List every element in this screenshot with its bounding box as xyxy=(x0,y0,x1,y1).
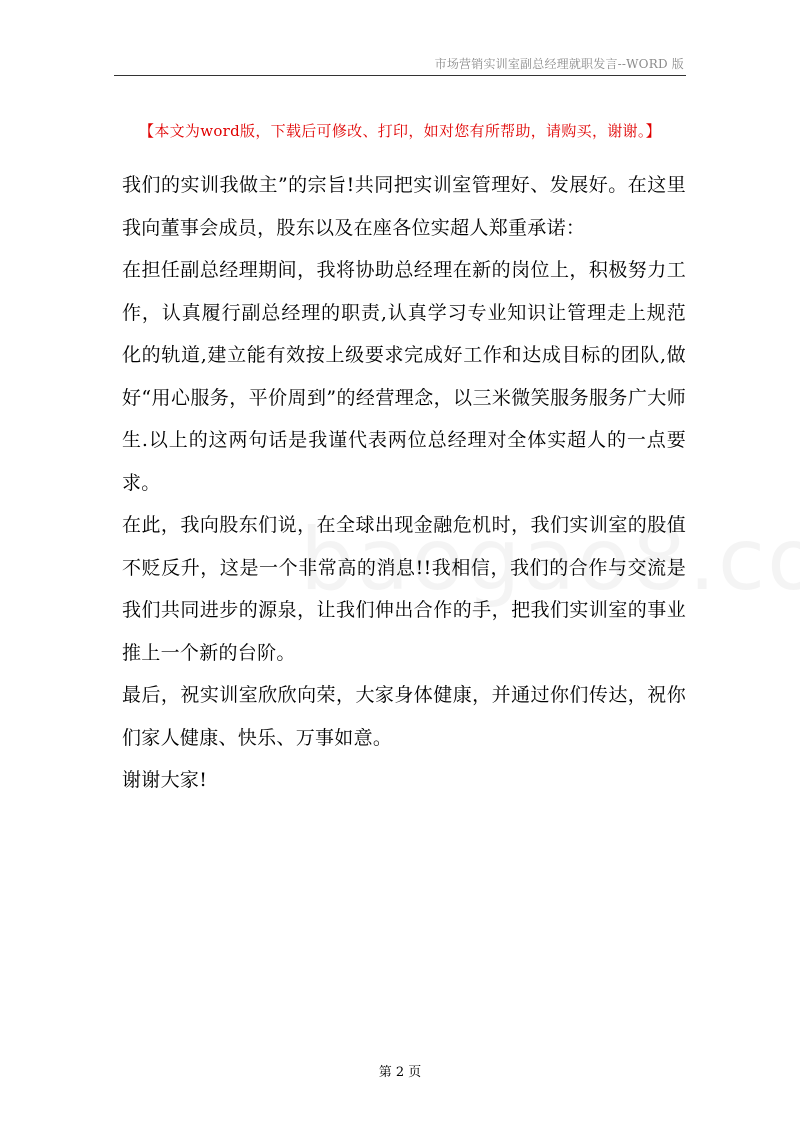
paragraph-5: 谢谢大家! xyxy=(122,769,208,791)
running-header: 市场营销实训室副总经理就职发言--WORD 版 xyxy=(434,57,684,71)
header-divider xyxy=(114,75,686,76)
purchase-notice: 【本文为word版，下载后可修改、打印，如对您有所帮助，请购买，谢谢。】 xyxy=(139,122,661,140)
document-body xyxy=(122,164,686,802)
paragraph-2: 在担任副总经理期间，我将协助总经理在新的岗位上，积极努力工作，认真履行副总经理的职责,认真学习专业知识让管理走上规范化的轨道,建立能有效按上级要求完成好工作和达成目标的团队,做好“用心服务，平价周到”的经营理念，以三米微笑服务服务广大师生.以上的这两句话是我谨代表两位总经理对全体实超人的一点要求。 xyxy=(122,259,686,494)
paragraph-3: 在此，我向股东们说，在全球出现金融危机时，我们实训室的股值不贬反升，这是一个非常高的消息!!我相信，我们的合作与交流是我们共同进步的源泉，让我们伸出合作的手，把我们实训室的事业推上一个新的台阶。 xyxy=(122,514,686,664)
paragraph-4: 最后，祝实训室欣欣向荣，大家身体健康，并通过你们传达，祝你们家人健康、快乐、万事如意。 xyxy=(122,684,686,749)
paragraph-1: 我们的实训我做主”的宗旨!共同把实训室管理好、发展好。在这里我向董事会成员，股东以及在座各位实超人郑重承诺： xyxy=(122,174,686,239)
page-number: 第 2 页 xyxy=(378,1065,422,1080)
